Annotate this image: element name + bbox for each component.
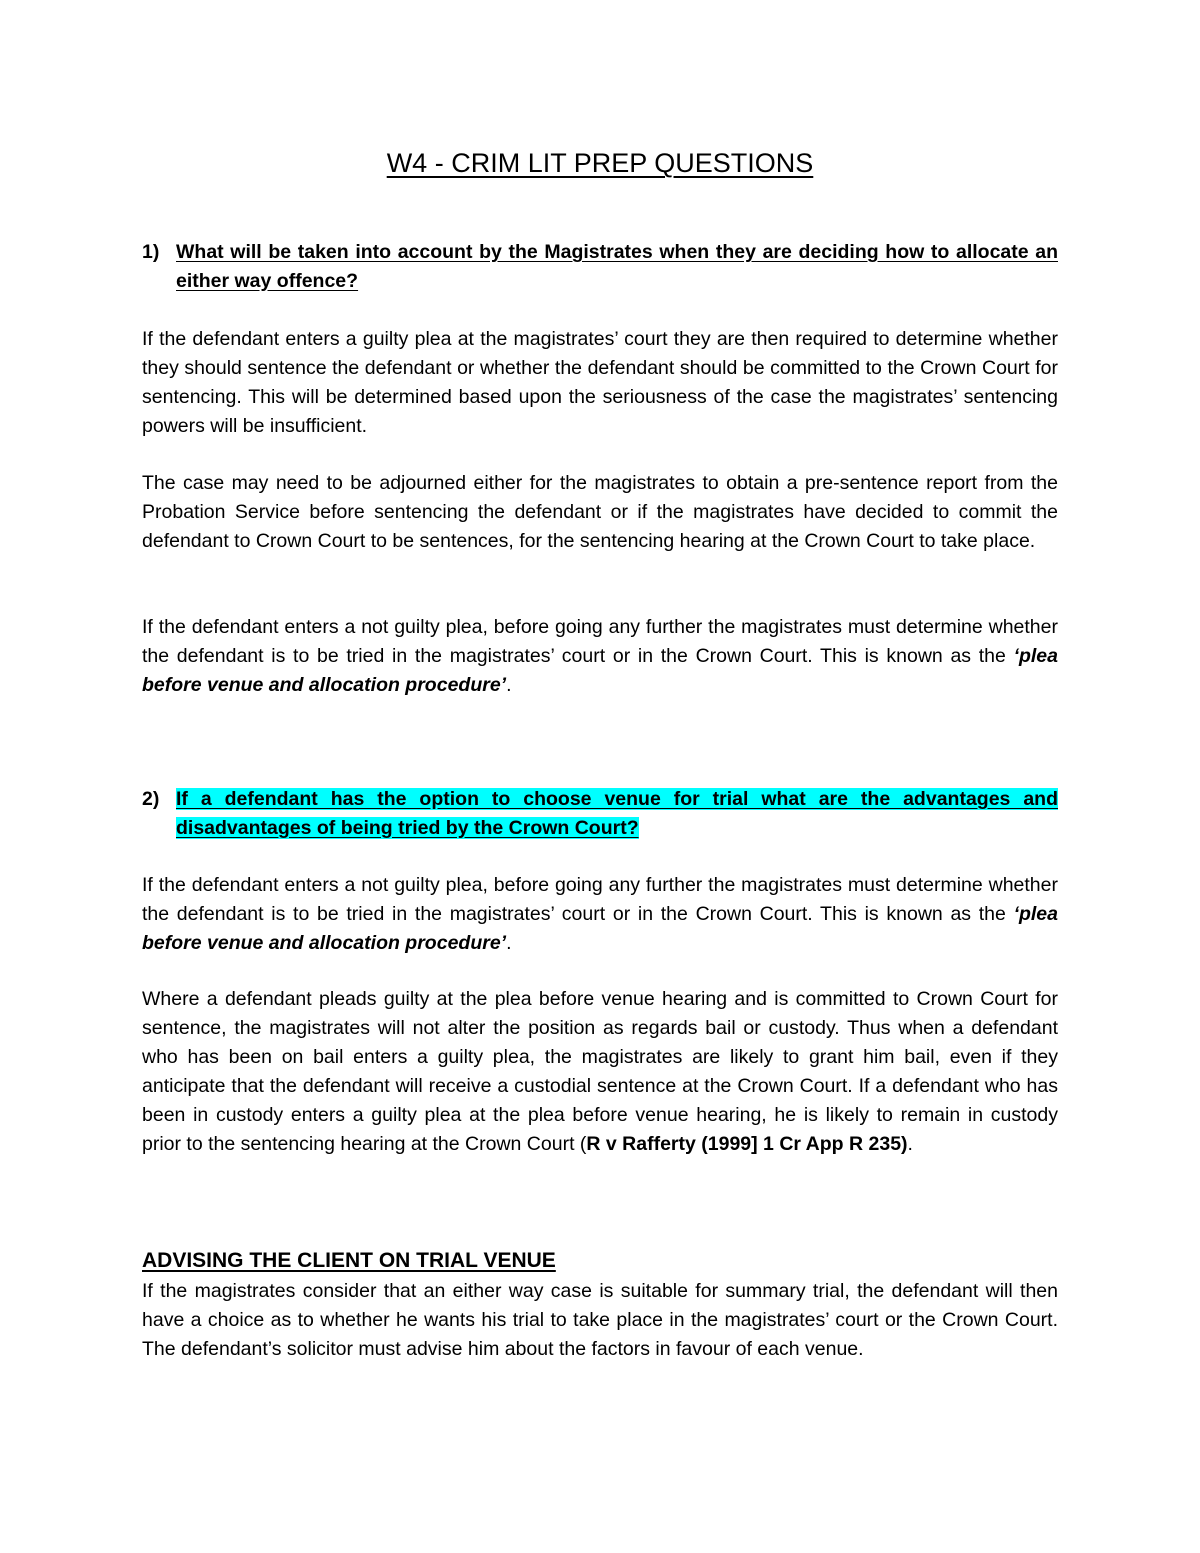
answer-2-paragraph-2 <box>142 985 1058 1158</box>
question-1-number: 1) <box>142 241 160 263</box>
question-2-text <box>176 785 1058 842</box>
section-paragraph: If the magistrates consider that an either way case is suitable for summary trial, the defendant will then have a choice as to whether he wants his trial to take place in the magistrates’ court or the Crown Court. The defendant’s solicitor must advise him about the factors in favour of each venue. <box>142 1280 1058 1360</box>
section-heading: ADVISING THE CLIENT ON TRIAL VENUE <box>142 1249 556 1272</box>
answer-1-paragraph-2: The case may need to be adjourned either for the magistrates to obtain a pre-sentence report from the Probation Service before sentencing the defendant or if the magistrates have decided to commit the defendant to Crown Court to be sentences, for the sentencing hearing at the Crown Court to take place. <box>142 472 1058 552</box>
answer-2-paragraph-2-end: . <box>907 1132 913 1155</box>
answer-1-paragraph-1: If the defendant enters a guilty plea at the magistrates’ court they are then required to determine whether they should sentence the defendant or whether the defendant should be committed to the Crown Court for sentencing. This will be determined based upon the seriousness of the case the magistrates’ sentencing powers will be insufficient. <box>142 328 1058 437</box>
answer-1-paragraph-3-text: If the defendant enters a not guilty plea, before going any further the magistrates must determine whether the defendant is to be tried in the magistrates’ court or in the Crown Court. This is known as the <box>142 616 1058 667</box>
document-title: W4 - CRIM LIT PREP QUESTIONS <box>386 148 814 178</box>
answer-1-paragraph-3-end: . <box>506 673 512 696</box>
answer-2-paragraph-1 <box>142 871 1058 958</box>
question-1 <box>142 238 1058 295</box>
question-1-text: What will be taken into account by the Magistrates when they are deciding how to allocate an either way offence? <box>176 241 1058 292</box>
answer-2-paragraph-2-text: Where a defendant pleads guilty at the plea before venue hearing and is committed to Crown Court for sentence, the magistrates will not alter the position as regards bail or custody. Thus when a defendant who has been on bail enters a guilty plea, the magistrates are likely to grant him bail, even if they anticipate that the defendant will receive a custodial sentence at the Crown Court. If a defendant who has been in custody enters a guilty plea at the plea before venue hearing, he is likely to remain in custody prior to the sentencing hearing at the Crown Court ( <box>142 988 1058 1155</box>
case-citation: R v Rafferty (1999] 1 Cr App R 235) <box>586 1132 908 1155</box>
answer-1-paragraph-3-emphasis: ‘plea before venue and allocation procedure’ <box>142 644 1058 696</box>
question-2 <box>142 785 1058 842</box>
answer-1-paragraph-3 <box>142 613 1058 700</box>
answer-2-paragraph-1-emphasis: ‘plea before venue and allocation procedure’ <box>142 902 1058 954</box>
question-2-highlight: If a defendant has the option to choose venue for trial what are the advantages and disadvantages of being tried by the Crown Court? <box>176 788 1058 839</box>
answer-2-paragraph-1-end: . <box>506 931 512 954</box>
answer-2-paragraph-1-text: If the defendant enters a not guilty plea, before going any further the magistrates must determine whether the defendant is to be tried in the magistrates’ court or in the Crown Court. This is known as the <box>142 874 1058 925</box>
question-2-number: 2) <box>142 788 160 810</box>
